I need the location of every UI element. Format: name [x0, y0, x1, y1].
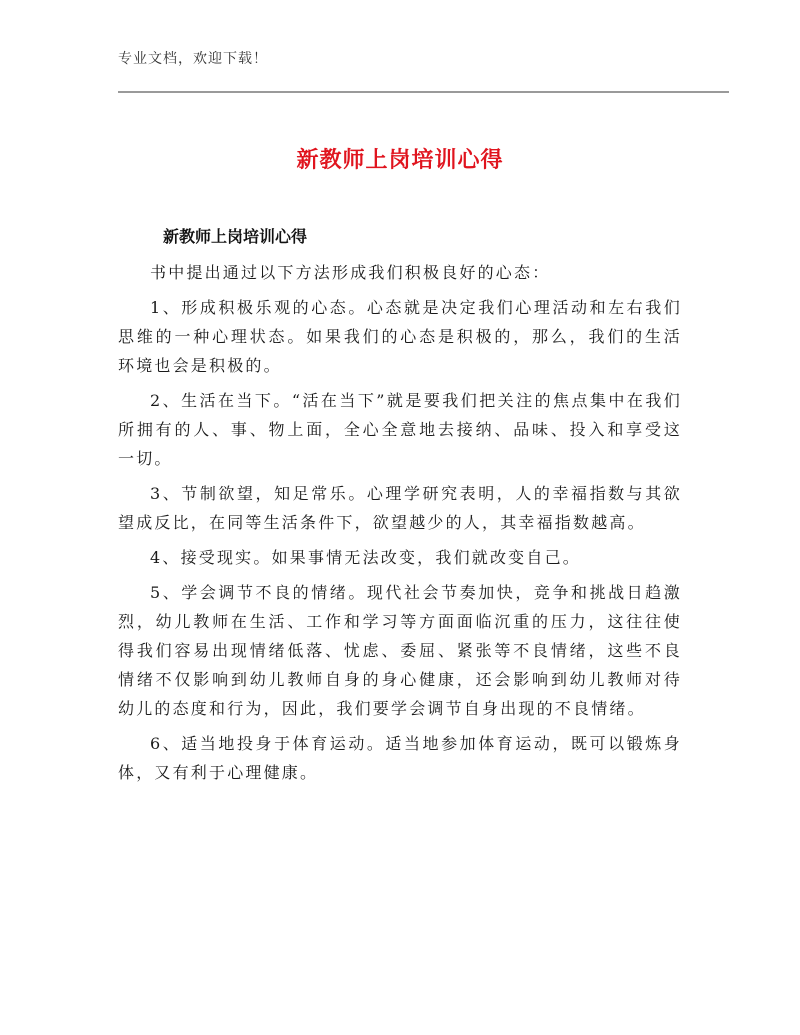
- paragraph-item-5: 5、学会调节不良的情绪。现代社会节奏加快，竞争和挑战日趋激烈，幼儿教师在生活、工作和学习等方面面临沉重的压力，这往往使得我们容易出现情绪低落、忧虑、委屈、紧张等不良情绪，这些不良情绪不仅影响到幼儿教师自身的身心健康，还会影响到幼儿教师对待幼儿的态度和行为，因此，我们要学会调节自身出现的不良情绪。: [118, 583, 682, 718]
- paragraph-item-3: 3、节制欲望，知足常乐。心理学研究表明，人的幸福指数与其欲望成反比，在同等生活条件下，欲望越少的人，其幸福指数越高。: [118, 484, 682, 532]
- paragraph-item-4: 4、接受现实。如果事情无法改变，我们就改变自己。: [150, 548, 581, 567]
- header-divider: [118, 91, 729, 93]
- paragraph-item-6: 6、适当地投身于体育运动。适当地参加体育运动，既可以锻炼身体，又有利于心理健康。: [118, 734, 682, 782]
- document-body: [118, 258, 682, 793]
- document-title: 新教师上岗培训心得: [296, 148, 504, 173]
- paragraph-item-2: 2、生活在当下。“活在当下”就是要我们把关注的焦点集中在我们所拥有的人、事、物上面，全心全意地去接纳、品味、投入和享受这一切。: [118, 391, 682, 468]
- page-header-text: 专业文档，欢迎下载！: [118, 51, 268, 67]
- paragraph-item-1: 1、形成积极乐观的心态。心态就是决定我们心理活动和左右我们思维的一种心理状态。如果我们的心态是积极的，那么，我们的生活环境也会是积极的。: [118, 298, 682, 375]
- document-subtitle: 新教师上岗培训心得: [163, 227, 308, 246]
- paragraph-intro: 书中提出通过以下方法形成我们积极良好的心态：: [150, 263, 551, 282]
